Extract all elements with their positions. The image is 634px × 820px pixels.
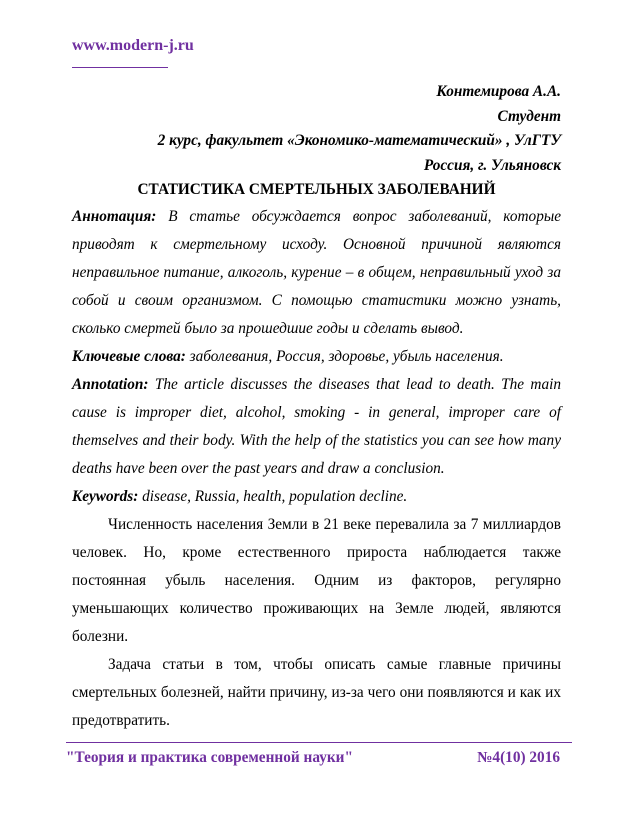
page-footer bbox=[66, 742, 572, 767]
paper-title: СТАТИСТИКА СМЕРТЕЛЬНЫХ ЗАБОЛЕВАНИЙ bbox=[137, 181, 496, 198]
site-url: www.modern-j.ru bbox=[72, 37, 194, 54]
abstract-en-text: The article discusses the diseases that lead to death. The main cause is improper diet, alcohol, smoking - in general, improper care of themselves and their body. With the help of the statistics you can see how many deaths have been over the past years and draw a conclusion. bbox=[72, 375, 562, 477]
issue-number: №4(10) 2016 bbox=[477, 749, 560, 766]
header-rule bbox=[72, 67, 168, 68]
keywords-ru bbox=[72, 343, 561, 371]
abstract-ru bbox=[72, 203, 561, 343]
keywords-en-text: disease, Russia, health, population decline. bbox=[142, 487, 408, 505]
abstract-ru-text: В статье обсуждается вопрос заболеваний, которые приводят к смертельному исходу. Основной причиной являются неправильное питание, алкоголь, курение – в общем, неправильный уход за собой и своим организмом. С помощью статистики можно узнать, сколько смертей было за прошедшие годы и сделать вывод. bbox=[72, 207, 562, 337]
journal-title: "Теория и практика современной науки" bbox=[66, 749, 353, 766]
keywords-en-label: Keywords: bbox=[72, 487, 139, 505]
body-paragraph: Численность населения Земли в 21 веке перевалила за 7 миллиардов человек. Но, кроме естественного прироста наблюдается также постоянная убыль населения. Одним из факторов, регулярно уменьшающих количество проживающих на Земле людей, являются болезни. bbox=[72, 515, 561, 645]
keywords-ru-label: Ключевые слова: bbox=[72, 347, 186, 365]
author-affiliation: 2 курс, факультет «Экономико-математический» , УлГТУ bbox=[157, 132, 561, 149]
abstract-ru-label: Аннотация: bbox=[72, 207, 157, 225]
author-block bbox=[72, 80, 561, 178]
author-role: Студент bbox=[497, 107, 561, 125]
keywords-ru-text: заболевания, Россия, здоровье, убыль населения. bbox=[189, 347, 504, 365]
abstract-en-label: Annotation: bbox=[72, 375, 149, 393]
author-location: Россия, г. Ульяновск bbox=[423, 156, 561, 174]
author-name: Контемирова А.А. bbox=[436, 83, 561, 100]
keywords-en bbox=[72, 483, 561, 511]
footer-rule bbox=[66, 742, 572, 743]
abstract-en bbox=[72, 371, 561, 483]
body-paragraph: Задача статьи в том, чтобы описать самые главные причины смертельных болезней, найти причину, из-за чего они появляются и как их предотвратить. bbox=[72, 655, 561, 729]
